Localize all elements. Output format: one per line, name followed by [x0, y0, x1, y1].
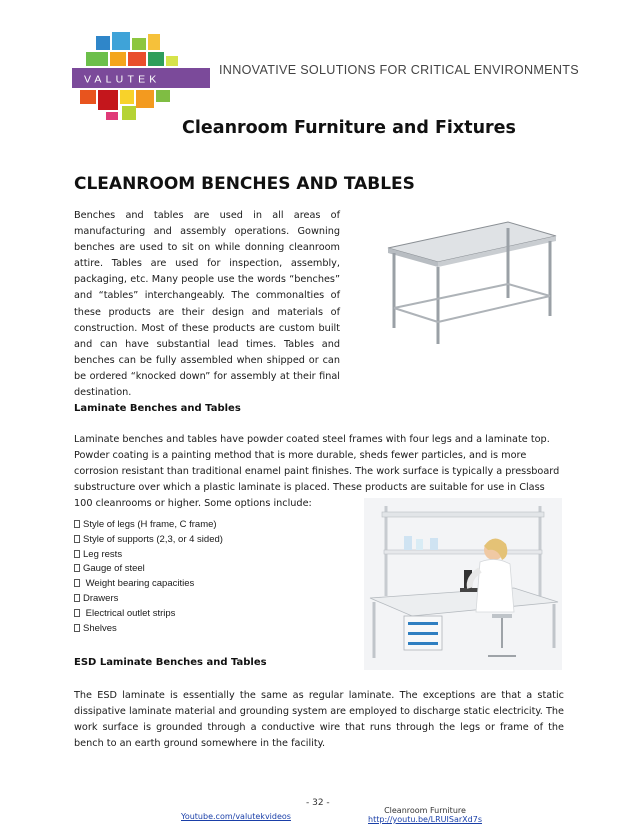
- list-item: Style of supports (2,3, or 4 sided): [74, 533, 223, 548]
- stainless-table-image: [380, 218, 560, 348]
- bullet-box-icon: [74, 609, 80, 617]
- esd-paragraph: The ESD laminate is essentially the same as regular laminate. The exceptions are that a static dissipative laminate material and grounding system are employed to discharge static electricity. The work surface is grounded through a conductive wire that runs through the legs or frame of the bench to an earth ground somewhere in the facility.: [74, 690, 564, 750]
- list-item: Leg rests: [74, 548, 223, 563]
- bullet-box-icon: [74, 535, 80, 543]
- company-tagline: INNOVATIVE SOLUTIONS FOR CRITICAL ENVIRONMENTS: [219, 63, 579, 77]
- bullet-box-icon: [74, 564, 80, 572]
- page-number: - 32 -: [306, 798, 330, 808]
- laminate-paragraph: Laminate benches and tables have powder coated steel frames with four legs and a laminate top. Powder coating is a painting method that is more durable, sheds fewer particles, and is more corrosion resistant than traditional enamel paint finishes. The work surface is typically a pressboard substructure over which a plastic laminate is placed. These products are suitable for use in Class 100 cleanrooms or higher. Some options include:: [74, 434, 560, 510]
- list-item: Weight bearing capacities: [74, 577, 223, 592]
- intro-paragraph: Benches and tables are used in all areas of manufacturing and assembly operations. Gowning benches are used to sit on while donning cleanroom attire. Tables are used for inspection, assembly, packaging, etc. Many people use the words “benches” and “tables” interchangeably. The commonalties of these products are their design and materials of construction. Most of these products are custom built and can have substantial lead times. Tables and benches can be fully assembled when shipped or can be ordered “knocked down” for assembly at their final destination.: [74, 210, 340, 399]
- bullet-box-icon: [74, 550, 80, 558]
- bullet-box-icon: [74, 624, 80, 632]
- list-item: Electrical outlet strips: [74, 607, 223, 622]
- lab-workstation-image: [364, 498, 562, 670]
- footer-video-reference: [365, 806, 485, 824]
- bullet-box-icon: [74, 520, 80, 528]
- bullet-box-icon: [74, 594, 80, 602]
- valutek-logo: [66, 30, 214, 122]
- list-item: Style of legs (H frame, C frame): [74, 518, 223, 533]
- logo-wordmark: VALUTEK: [84, 73, 161, 86]
- youtube-channel-link[interactable]: Youtube.com/valutekvideos: [181, 812, 291, 821]
- footer-video-caption: Cleanroom Furniture: [384, 806, 466, 815]
- bullet-box-icon: [74, 579, 80, 587]
- section-heading: CLEANROOM BENCHES AND TABLES: [74, 174, 415, 194]
- footer-video-link[interactable]: http://youtu.be/LRUISarXd7s: [368, 815, 482, 824]
- laminate-heading: Laminate Benches and Tables: [74, 403, 241, 414]
- document-title: [0, 118, 638, 138]
- list-item: Shelves: [74, 622, 223, 637]
- list-item: Gauge of steel: [74, 562, 223, 577]
- esd-heading: ESD Laminate Benches and Tables: [74, 657, 267, 668]
- document-title-text: Cleanroom Furniture and Fixtures: [182, 118, 516, 138]
- options-list: [74, 518, 223, 636]
- list-item: Drawers: [74, 592, 223, 607]
